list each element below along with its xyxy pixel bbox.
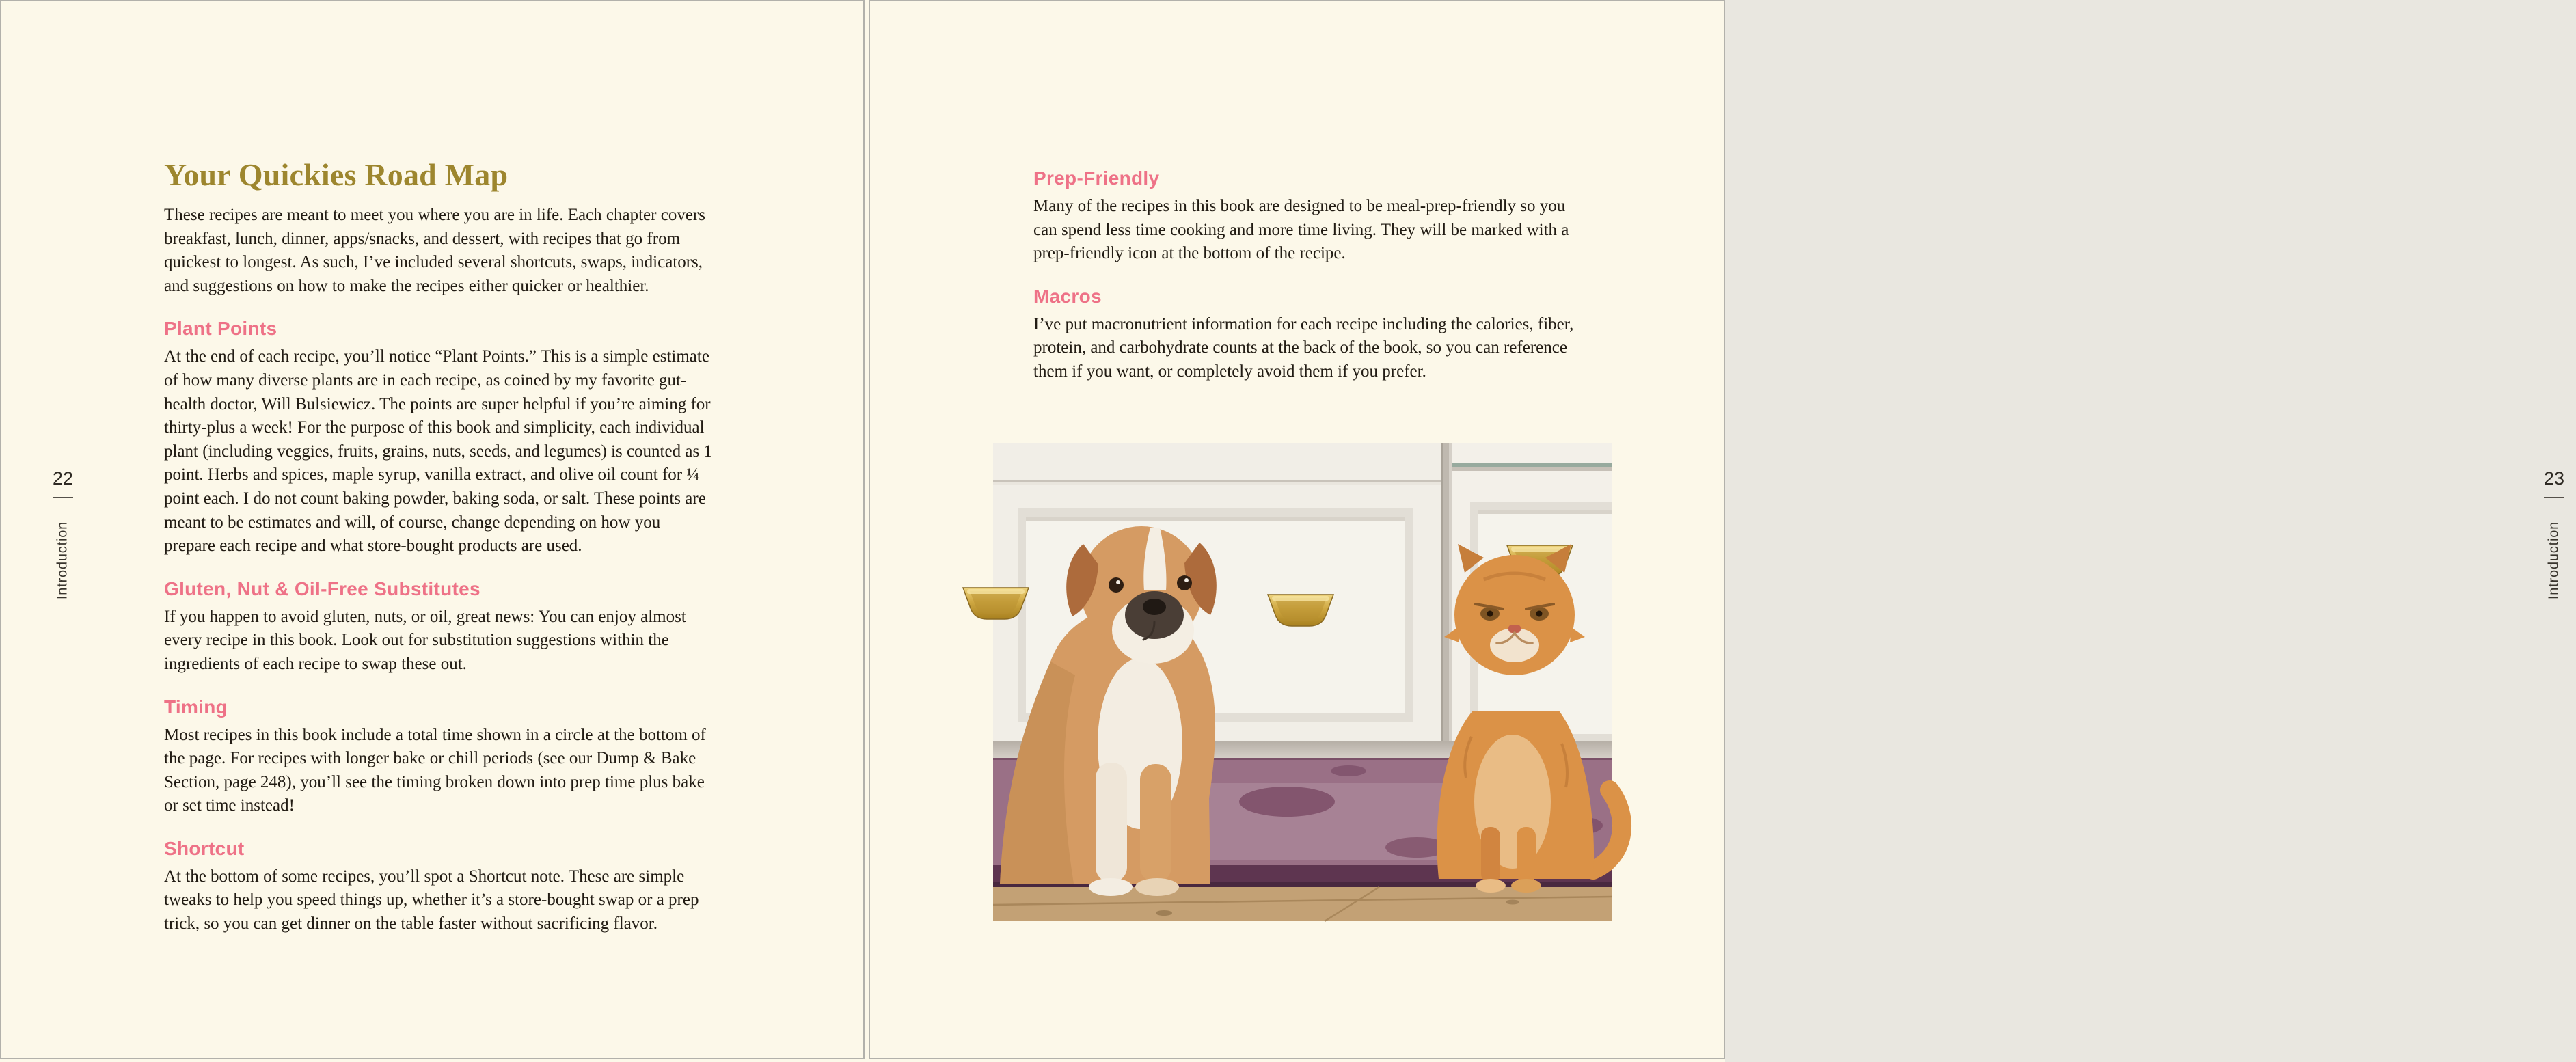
section-heading-macros: Macros (1033, 285, 1102, 307)
section-body-plant-points: At the end of each recipe, you’ll notice “Plant Points.” This is a simple estimate of how many diverse plants are in each recipe, as coined by my favorite gut-health doctor, Will Bulsiewicz. The points are super helpful if you’re aiming for thirty-plus a week! For the purpose of this book and simplicity, each individual plant (including veggies, fruits, grains, nuts, seeds, and legumes) is counted as 1 point. Herbs and spices, maple syrup, vanilla extract, and olive oil count for ¼ point each. I do not count baking powder, baking soda, or salt. These points are meant to be estimates and will, of course, change depending on how you prepare each recipe and what store-bought products are used. (164, 347, 712, 556)
photo-wood-floor (993, 887, 1612, 921)
section-body-prep-friendly: Many of the recipes in this book are designed to be meal-prep-friendly so you can spend less time cooking and more time living. They will be marked with a prep-friendly icon at the bottom of the recipe. (1033, 197, 1569, 263)
left-text-column (164, 157, 715, 936)
right-text-column (1033, 168, 1584, 384)
section-heading-timing: Timing (164, 696, 228, 718)
page-number-left: 22 (52, 468, 74, 489)
folio-rule-left (53, 497, 73, 498)
folio-left (41, 468, 85, 612)
dog-and-cat-illustration (993, 443, 1612, 921)
page-title: Your Quickies Road Map (164, 157, 509, 192)
section-heading-plant-points: Plant Points (164, 318, 277, 340)
section-heading-substitutes: Gluten, Nut & Oil-Free Substitutes (164, 577, 480, 599)
section-heading-shortcut: Shortcut (164, 837, 245, 859)
section-body-macros: I’ve put macronutrient information for each recipe including the calories, fiber, protein, and carbohydrate counts at the back of the book, so you can reference them if you want, or completely avoid them if you prefer. (1033, 314, 1574, 381)
folio-rule-right (2544, 497, 2564, 498)
section-body-timing: Most recipes in this book include a total time shown in a circle at the bottom of the page. For recipes with longer bake or chill periods (see our Dump & Bake Section, page 248), you’ll see the timing broken down into prep time plus bake or set time instead! (164, 725, 706, 815)
folio-right (2532, 468, 2576, 612)
intro-paragraph: These recipes are meant to meet you where you are in life. Each chapter covers breakfast, lunch, dinner, apps/snacks, and dessert, with recipes that go from quickest to longest. As such, I’ve included several shortcuts, swaps, indicators, and suggestions on how to make the recipes either quicker or healthier. (164, 206, 705, 295)
section-body-shortcut: At the bottom of some recipes, you’ll spot a Shortcut note. These are simple tweaks to help you speed things up, whether it’s a store-bought swap or a prep trick, so you can get dinner on the table faster without sacrificing flavor. (164, 867, 699, 934)
chapter-label-left: Introduction (55, 521, 70, 600)
section-heading-prep-friendly: Prep-Friendly (1033, 167, 1160, 189)
page-left (0, 0, 865, 1059)
page-number-right: 23 (2543, 468, 2565, 489)
section-body-substitutes: If you happen to avoid gluten, nuts, or oil, great news: You can enjoy almost every recipe in this book. Look out for substitution suggestions within the ingredients of each recipe to swap these out. (164, 607, 686, 673)
chapter-label-right: Introduction (2546, 521, 2562, 600)
dog-and-cat-photo (993, 443, 1612, 921)
